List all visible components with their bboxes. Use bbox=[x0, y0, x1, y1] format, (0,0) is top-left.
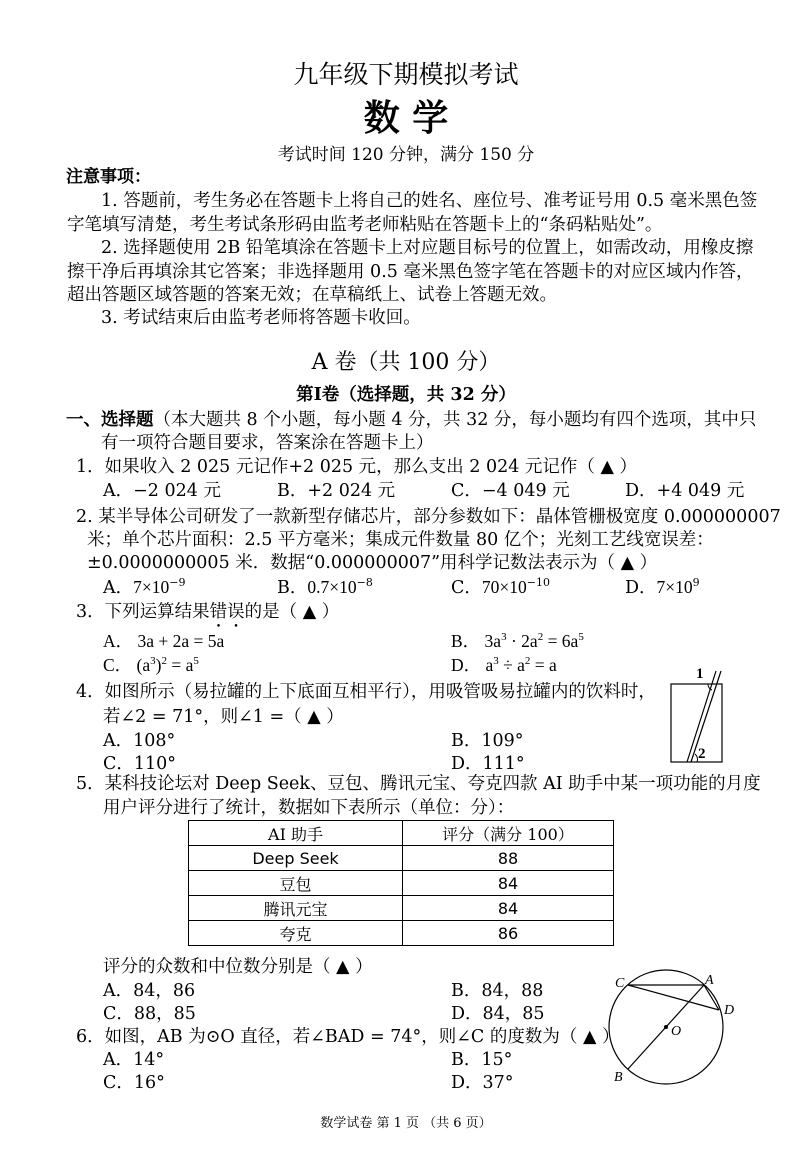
table-header: 评分（满分 100） bbox=[403, 821, 614, 846]
section-a-title: A 卷（共 100 分） bbox=[311, 350, 501, 375]
q4-option-a: A．108° bbox=[103, 731, 176, 751]
table-cell: 豆包 bbox=[189, 871, 403, 896]
q3-option-b: B． $3a^3 \cdot 2a^2 = 6a^5$ bbox=[451, 631, 584, 651]
q2-option-b: B．$0.7\times 10^{-8}$ bbox=[277, 576, 373, 598]
q2-stem-line-3: ±0.0000000005 米．数据“0.000000007”用科学记数法表示为（ ▲ ） bbox=[87, 553, 658, 573]
mc-heading: 一、选择题 bbox=[66, 410, 154, 430]
table-cell: 84 bbox=[403, 871, 614, 896]
mc-description: （本大题共 8 个小题，每小题 4 分，共 32 分，每小题均有四个选项，其中只 bbox=[153, 410, 757, 430]
table-cell: 86 bbox=[403, 921, 614, 946]
point-b-label: B bbox=[614, 1070, 623, 1085]
table-cell: 84 bbox=[403, 896, 614, 921]
exam-title: 九年级下期模拟考试 bbox=[293, 60, 519, 89]
q5-option-a: A．84，86 bbox=[103, 981, 196, 1001]
center-point bbox=[664, 1025, 668, 1029]
point-c-label: C bbox=[615, 976, 625, 991]
q2-option-c: C．$70\times 10^{-10}$ bbox=[451, 576, 550, 598]
point-o-label: O bbox=[671, 1024, 682, 1039]
q4-stem-line-2: 若∠2 = 71°，则∠1 =（ ▲ ） bbox=[103, 707, 344, 727]
subject-title: 数 学 bbox=[363, 98, 449, 139]
straw-line-right bbox=[691, 671, 721, 762]
q6-stem: 6．如图，AB 为⊙O 直径，若∠BAD = 74°，则∠C 的度数为（ ▲ ） bbox=[76, 1027, 620, 1047]
table-header-row bbox=[189, 821, 614, 846]
q4-option-c: C．110° bbox=[103, 754, 177, 774]
table-row bbox=[189, 871, 614, 896]
q2-stem-line-2: 米；单个芯片面积：2.5 平方毫米；集成元件数量 80 亿个；光刻工艺线宽误差： bbox=[87, 530, 714, 550]
q1-option-c: C．−4 049 元 bbox=[451, 481, 570, 501]
q5-stem-line-2: 用户评分进行了统计，数据如下表所示（单位：分）： bbox=[103, 798, 515, 818]
mc-intro bbox=[66, 408, 756, 432]
chord-cd bbox=[628, 985, 719, 1010]
table-cell: Deep Seek bbox=[189, 846, 403, 871]
q1-stem: 1．如果收入 2 025 元记作+2 025 元，那么支出 2 024 元记作（ ▲ ） bbox=[76, 457, 637, 477]
q5-option-b: B．84，88 bbox=[451, 981, 544, 1001]
note-2-line-3: 超出答题区域答题的答案无效；在草稿纸上、试卷上答题无效。 bbox=[67, 285, 557, 305]
q6-option-c: C．16° bbox=[103, 1073, 165, 1093]
note-3: 3. 考试结束后由监考老师将答题卡收回。 bbox=[101, 308, 421, 328]
note-2-line-2: 擦干净后再填涂其它答案；非选择题用 0.5 毫米黑色签字笔在答题卡的对应区域内作答， bbox=[67, 262, 754, 282]
q6-option-d: D．37° bbox=[451, 1073, 514, 1093]
point-a-label: A bbox=[705, 973, 714, 988]
table-row bbox=[189, 846, 614, 871]
q2-stem-line-1: 2. 某半导体公司研发了一款新型存储芯片，部分参数如下：晶体管栅极宽度 0.000000007 bbox=[76, 507, 781, 527]
q6-option-b: B．15° bbox=[451, 1050, 513, 1070]
notes-heading: 注意事项： bbox=[66, 167, 151, 187]
q5-option-d: D．84，85 bbox=[451, 1004, 545, 1024]
circle-figure bbox=[600, 968, 750, 1090]
exam-info: 考试时间 120 分钟，满分 150 分 bbox=[277, 145, 535, 165]
angle-1-label: 1 bbox=[696, 666, 704, 682]
q1-option-b: B．+2 024 元 bbox=[277, 481, 396, 501]
q4-stem-line-1: 4．如图所示（易拉罐的上下底面互相平行），用吸管吸易拉罐内的饮料时， bbox=[76, 682, 656, 702]
table-header: AI 助手 bbox=[189, 821, 403, 846]
q5-stem-line-1: 5．某科技论坛对 Deep Seek、豆包、腾讯元宝、夸克四款 AI 助手中某一项功能的月度 bbox=[76, 774, 761, 794]
angle-2-label: 2 bbox=[698, 746, 706, 762]
q4-option-b: B．109° bbox=[451, 731, 524, 751]
score-table bbox=[188, 820, 614, 946]
note-1-line-1: 1. 答题前，考生务必在答题卡上将自己的姓名、座位号、准考证号用 0.5 毫米黑色签 bbox=[101, 191, 758, 211]
table-row bbox=[189, 896, 614, 921]
can-straw-figure bbox=[660, 655, 740, 770]
table-row bbox=[189, 921, 614, 946]
note-2-line-1: 2. 选择题使用 2B 铅笔填涂在答题卡上对应题目标号的位置上，如需改动，用橡皮擦 bbox=[101, 238, 754, 258]
q1-option-d: D．+4 049 元 bbox=[625, 481, 745, 501]
q3-option-a: A． 3a + 2a = 5a bbox=[103, 631, 225, 651]
q1-option-a: A．−2 024 元 bbox=[103, 481, 221, 501]
part-1-title: 第Ⅰ卷（选择题，共 32 分） bbox=[296, 385, 516, 405]
table-cell: 夸克 bbox=[189, 921, 403, 946]
page-footer: 数学试卷 第 1 页 （共 6 页） bbox=[320, 1116, 492, 1131]
table-cell: 腾讯元宝 bbox=[189, 896, 403, 921]
q5-option-c: C．88，85 bbox=[103, 1004, 196, 1024]
q3-stem: 3．下列运算结果错误的是（ ▲ ） bbox=[76, 602, 340, 622]
point-d-label: D bbox=[724, 1003, 735, 1018]
table-cell: 88 bbox=[403, 846, 614, 871]
q2-option-a: A．$7\times 10^{-9}$ bbox=[103, 576, 186, 598]
can-outline bbox=[671, 684, 722, 762]
q3-option-d: D． $a^3 \div a^2 = a$ bbox=[451, 655, 557, 675]
q4-option-d: D．111° bbox=[451, 754, 525, 774]
mc-description-line-2: 有一项符合题目要求，答案涂在答题卡上） bbox=[101, 433, 434, 453]
q2-option-d: D．$7\times 10^9$ bbox=[625, 576, 700, 598]
note-1-line-2: 字笔填写清楚，考生考试条形码由监考老师粘贴在答题卡上的“条码粘贴处”。 bbox=[67, 215, 663, 235]
q3-option-c: C． $(a^3)^2 = a^5$ bbox=[103, 655, 199, 675]
q3-emphasis: 错误 bbox=[209, 602, 245, 622]
q6-option-a: A．14° bbox=[103, 1050, 165, 1070]
q5-question: 评分的众数和中位数分别是（ ▲ ） bbox=[103, 957, 373, 977]
